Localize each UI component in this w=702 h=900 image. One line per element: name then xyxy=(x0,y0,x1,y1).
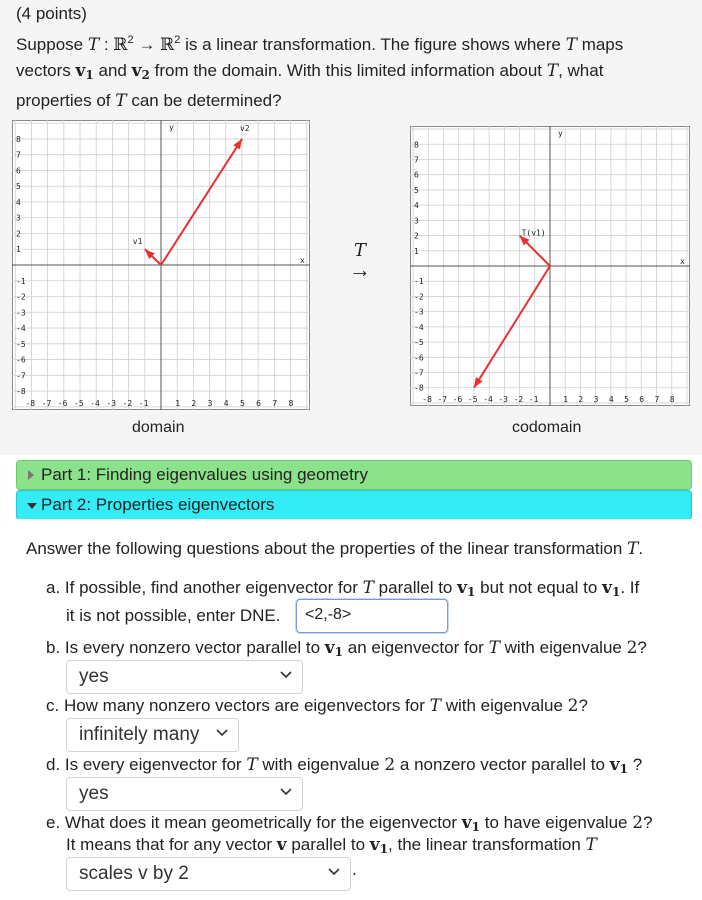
text: from the domain. With this limited information about xyxy=(154,61,542,80)
text: with eigenvalue xyxy=(504,638,622,657)
tick-label: 4 xyxy=(414,201,419,211)
tick-label: -1 xyxy=(16,276,26,286)
text: 1 xyxy=(471,820,481,834)
tick-label: -2 xyxy=(16,292,26,302)
tick-label: -7 xyxy=(16,371,26,381)
math-T: T xyxy=(546,61,559,81)
chevron-down-icon xyxy=(216,729,228,737)
text: properties of xyxy=(16,91,111,110)
tick-label: 4 xyxy=(608,395,614,404)
tick-label: 5 xyxy=(624,395,629,404)
question-b xyxy=(46,638,647,659)
math-T: T xyxy=(585,835,597,855)
math-v: v xyxy=(131,61,142,81)
caret-down-icon xyxy=(27,502,37,510)
text: parallel to xyxy=(291,835,366,854)
tick-label: -2 xyxy=(122,399,133,408)
tick-label: -6 xyxy=(414,353,424,363)
transform-label: T xyxy=(353,240,366,261)
part2-label: Part 2: Properties eigenvectors xyxy=(41,495,275,514)
answer-c-select[interactable] xyxy=(66,718,239,752)
text: ? xyxy=(632,755,643,774)
math-v: v xyxy=(324,638,335,658)
text: ? xyxy=(643,813,653,832)
text: 1 xyxy=(619,762,628,776)
text: , the linear transformation xyxy=(388,835,581,854)
text: . xyxy=(638,539,644,558)
text: 1 xyxy=(379,842,389,856)
text: 2 xyxy=(174,34,181,46)
tick-label: 7 xyxy=(272,399,278,408)
text: ? xyxy=(637,638,647,657)
tick-label: -3 xyxy=(16,308,26,318)
answer-d-select[interactable] xyxy=(66,777,303,811)
text: 1 xyxy=(85,68,94,82)
text: b. Is every nonzero vector parallel to xyxy=(46,638,321,657)
text: maps xyxy=(581,35,624,54)
maps-arrow: → xyxy=(138,35,156,54)
domain-graph xyxy=(12,120,310,410)
y-axis-label: y xyxy=(169,123,174,132)
math-v: v xyxy=(457,578,468,598)
part1-label: Part 1: Finding eigenvalues using geometry xyxy=(41,465,368,484)
math-T: T xyxy=(429,696,441,716)
tick-label: 8 xyxy=(16,134,21,144)
transform-arrow xyxy=(340,240,380,282)
tick-label: -2 xyxy=(414,292,424,302)
right-arrow-icon: → xyxy=(349,257,371,282)
answer-b-select[interactable] xyxy=(66,660,303,694)
y-axis-label: y xyxy=(558,129,563,138)
tick-label: -6 xyxy=(57,399,68,408)
text: with eigenvalue xyxy=(445,696,563,715)
tick-label: 8 xyxy=(414,140,419,150)
text: 2 xyxy=(141,68,150,82)
codomain-graph xyxy=(410,126,690,406)
part2-header[interactable] xyxy=(16,490,692,520)
period: . xyxy=(352,860,357,879)
text: 2 xyxy=(632,813,644,833)
tick-label: 1 xyxy=(414,246,419,256)
tick-label: 6 xyxy=(256,399,262,408)
tick-label: 3 xyxy=(414,216,419,226)
text: ? xyxy=(578,696,588,715)
tick-label: -4 xyxy=(16,324,26,334)
math-R: ℝ xyxy=(113,35,128,55)
tick-label: -1 xyxy=(414,277,424,287)
tick-label: 7 xyxy=(414,155,419,165)
text: parallel to xyxy=(378,578,453,597)
tick-label: 2 xyxy=(191,399,197,408)
x-axis-label: x xyxy=(300,256,305,265)
question-e-line1 xyxy=(46,813,653,834)
tick-label: -8 xyxy=(422,395,432,404)
tick-label: 6 xyxy=(639,395,645,404)
select-value: scales v by 2 xyxy=(79,863,189,884)
tick-label: 1 xyxy=(563,395,569,404)
text: e. What does it mean geometrically for the eigenvector xyxy=(46,813,458,832)
math-T: T xyxy=(87,35,100,55)
tick-label: -1 xyxy=(528,395,539,404)
math-v: v xyxy=(602,578,612,598)
math-T: T xyxy=(488,638,500,658)
tick-label: 3 xyxy=(207,399,213,408)
points-label: (4 points) xyxy=(16,4,87,23)
math-T: T xyxy=(246,755,258,775)
text: and xyxy=(98,61,127,80)
chevron-down-icon xyxy=(280,671,292,679)
text: an eigenvector for xyxy=(347,638,484,657)
tick-label: -5 xyxy=(74,399,84,408)
tick-label: -3 xyxy=(414,307,424,317)
tick-label: 7 xyxy=(654,395,660,404)
math-T: T xyxy=(627,539,639,559)
text: . If xyxy=(620,578,640,597)
text: 2 xyxy=(626,638,638,658)
tick-label: -6 xyxy=(16,355,26,365)
tick-label: -8 xyxy=(414,383,424,393)
select-value: infinitely many xyxy=(79,724,200,745)
text: a. If possible, find another eigenvector for xyxy=(46,578,358,597)
question-text xyxy=(16,28,686,114)
tick-label: 3 xyxy=(16,213,21,223)
text: 1 xyxy=(334,645,344,659)
text: Suppose xyxy=(16,35,84,54)
tick-label: -5 xyxy=(16,339,26,349)
math-T: T xyxy=(362,578,374,598)
tick-label: -7 xyxy=(41,399,52,408)
x-axis-label: x xyxy=(680,257,685,266)
text: , what xyxy=(558,61,604,80)
tick-label: 5 xyxy=(239,399,245,408)
text: It means that for any vector xyxy=(66,835,272,854)
tick-label: 2 xyxy=(16,229,21,239)
tick-label: 1 xyxy=(175,399,181,408)
select-value: yes xyxy=(79,666,109,687)
math-T: T xyxy=(115,91,127,111)
text: 2 xyxy=(384,755,396,775)
question-c xyxy=(46,696,588,716)
question-a-line2: it is not possible, enter DNE. xyxy=(66,606,281,625)
text: 1 xyxy=(611,585,621,599)
vector-label: T(v1) xyxy=(521,228,546,238)
tick-label: 2 xyxy=(414,231,419,241)
text: a nonzero vector parallel to xyxy=(399,755,605,774)
answer-e-select[interactable] xyxy=(66,857,351,891)
tick-label: 5 xyxy=(414,185,419,195)
tick-label: -5 xyxy=(414,338,424,348)
text: : xyxy=(99,35,114,54)
tick-label: 8 xyxy=(669,395,675,404)
tick-label: 5 xyxy=(16,182,21,192)
math-v: v xyxy=(75,61,86,81)
domain-label: domain xyxy=(132,419,185,436)
text: can be determined? xyxy=(131,91,282,110)
text: c. How many nonzero vectors are eigenvectors for xyxy=(46,696,425,715)
math-v: v xyxy=(276,835,287,855)
chevron-down-icon xyxy=(328,868,340,876)
tick-label: -7 xyxy=(414,368,424,378)
tick-label: -8 xyxy=(25,399,36,408)
tick-label: 4 xyxy=(223,399,229,408)
tick-label: 3 xyxy=(593,395,599,404)
text: Answer the following questions about the properties of the linear transformation xyxy=(26,539,623,558)
text: d. Is every eigenvector for xyxy=(46,755,242,774)
tick-label: 8 xyxy=(288,399,294,408)
part1-header[interactable] xyxy=(16,460,692,490)
tick-label: -5 xyxy=(467,395,478,404)
question-d xyxy=(46,755,642,776)
caret-right-icon xyxy=(27,470,35,480)
text: vectors xyxy=(16,61,71,80)
tick-label: -4 xyxy=(414,322,424,332)
tick-label: 6 xyxy=(414,170,419,180)
tick-label: -1 xyxy=(138,399,149,408)
math-v: v xyxy=(461,813,472,833)
answer-a-input[interactable]: <2,-8> xyxy=(296,599,448,633)
math-R: ℝ xyxy=(160,35,175,55)
text: with eigenvalue xyxy=(262,755,380,774)
text: is a linear transformation. The figure shows where xyxy=(185,35,561,54)
math-T: T xyxy=(565,35,577,55)
tick-label: 7 xyxy=(16,150,21,160)
tick-label: -6 xyxy=(452,395,463,404)
question-e-line2 xyxy=(66,835,597,856)
codomain-label: codomain xyxy=(512,419,582,436)
math-v: v xyxy=(369,835,380,855)
text: 2 xyxy=(567,696,579,716)
text: but not equal to xyxy=(480,578,598,597)
text: 2 xyxy=(127,34,134,46)
select-value: yes xyxy=(79,783,109,804)
text: 1 xyxy=(467,585,476,599)
part2-instruction xyxy=(26,539,643,559)
tick-label: 2 xyxy=(578,395,584,404)
tick-label: -4 xyxy=(483,395,493,404)
text: to have eigenvalue xyxy=(484,813,628,832)
tick-label: -3 xyxy=(106,399,117,408)
vector-label: v2 xyxy=(239,123,250,133)
math-v: v xyxy=(609,755,620,775)
tick-label: -2 xyxy=(513,395,524,404)
tick-label: -4 xyxy=(90,399,100,408)
tick-label: 1 xyxy=(16,245,21,255)
question-a-line1 xyxy=(46,578,639,599)
tick-label: 4 xyxy=(16,197,21,207)
tick-label: 6 xyxy=(16,166,21,176)
chevron-down-icon xyxy=(280,788,292,796)
vector-label: v1 xyxy=(132,237,143,247)
tick-label: -7 xyxy=(437,395,448,404)
tick-label: -3 xyxy=(498,395,508,404)
tick-label: -8 xyxy=(16,387,26,397)
